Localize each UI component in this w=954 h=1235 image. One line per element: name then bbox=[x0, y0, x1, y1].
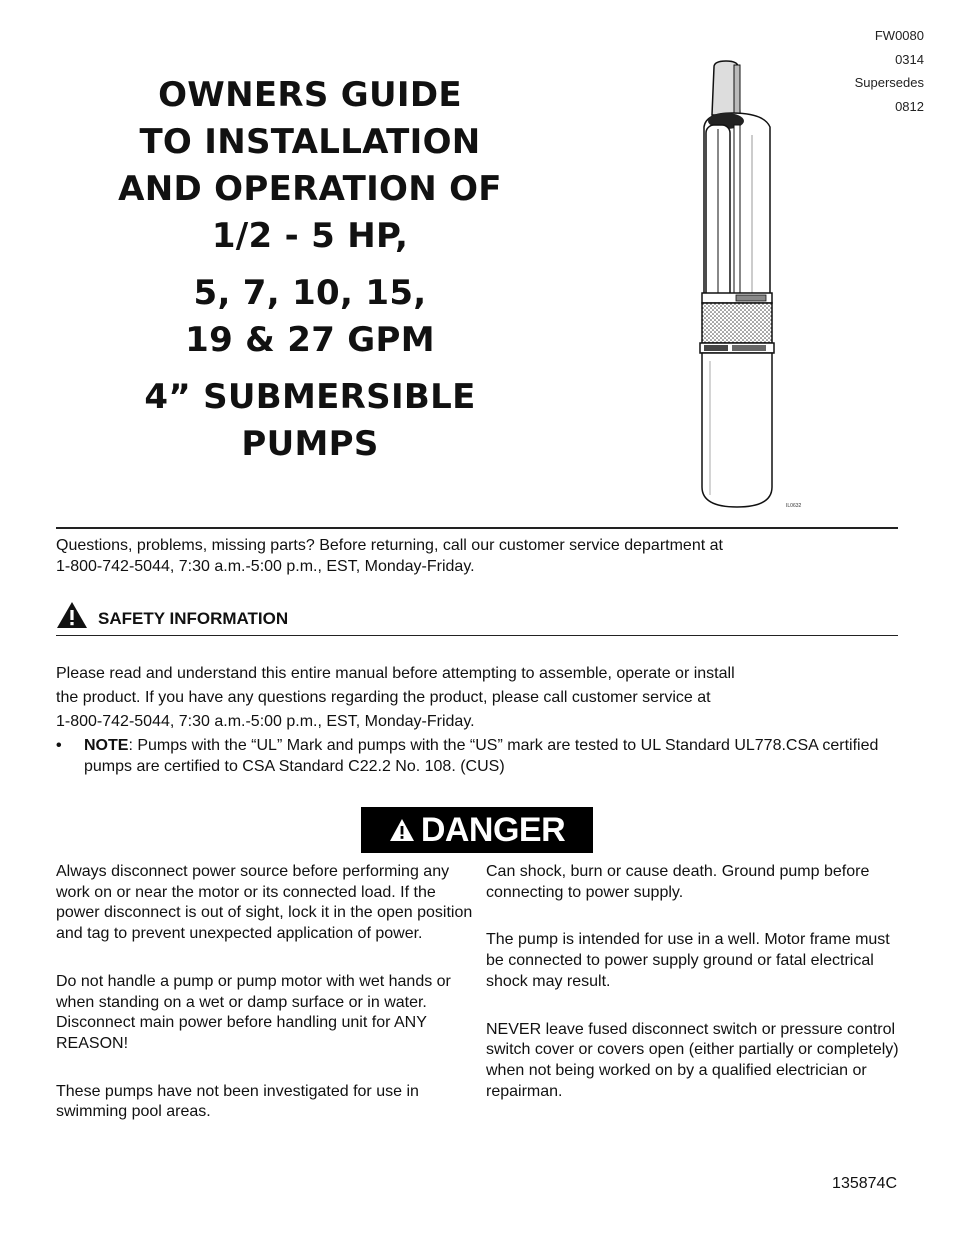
danger-label: DANGER bbox=[420, 811, 566, 849]
danger-paragraph: Can shock, burn or cause death. Ground pump before connecting to power supply. bbox=[486, 863, 870, 901]
intro-line: 1-800-742-5044, 7:30 a.m.-5:00 p.m., EST, Monday-Friday. bbox=[56, 558, 475, 575]
customer-service-notice bbox=[56, 535, 816, 577]
title-line: OWNERS GUIDE bbox=[158, 75, 462, 115]
title-line: TO INSTALLATION bbox=[139, 122, 481, 162]
bullet: • bbox=[56, 737, 62, 754]
safety-line: 1-800-742-5044, 7:30 a.m.-5:00 p.m., EST, Monday-Friday. bbox=[56, 713, 475, 730]
header-divider bbox=[56, 527, 898, 529]
danger-paragraph: The pump is intended for use in a well. Motor frame must be connected to power supply ground or fatal electrical shock may result. bbox=[486, 931, 890, 990]
safety-heading bbox=[56, 600, 288, 630]
submersible-pump-illustration bbox=[690, 55, 810, 525]
document-title bbox=[60, 72, 560, 468]
danger-banner bbox=[361, 807, 593, 853]
document-number: FW0080 bbox=[874, 28, 924, 43]
intro-line: Questions, problems, missing parts? Before returning, call our customer service department at bbox=[56, 537, 723, 554]
figure-code: IL0632 bbox=[786, 503, 802, 509]
safety-heading-text: SAFETY INFORMATION bbox=[98, 609, 289, 628]
warning-triangle-icon bbox=[56, 600, 88, 630]
note-label: NOTE bbox=[84, 737, 129, 754]
superseded-date-code: 0812 bbox=[895, 98, 924, 114]
supersedes-label: Supersedes bbox=[854, 75, 924, 90]
title-line: 4” SUBMERSIBLE bbox=[144, 377, 476, 417]
note-text: : Pumps with the “UL” Mark and pumps with the “US” mark are tested to UL Standard UL778.CSA certified pumps are certified to CSA Standard C22.2 No. 108. (CUS) bbox=[84, 737, 879, 775]
danger-paragraph: Always disconnect power source before performing any work on or near the motor or its connected load. If the power disconnect is out of sight, lock it in the open position and tag to prevent unexpected application of power. bbox=[56, 863, 473, 943]
danger-paragraph: NEVER leave fused disconnect switch or pressure control switch cover or covers open (either partially or completely) when not being worked on by a qualified electrician or repairman. bbox=[486, 1020, 899, 1100]
danger-column-left bbox=[56, 862, 474, 1150]
document-code-block bbox=[855, 24, 924, 118]
safety-line: the product. If you have any questions regarding the product, please call customer service at bbox=[56, 689, 711, 706]
warning-triangle-icon bbox=[389, 817, 415, 843]
danger-paragraph: Do not handle a pump or pump motor with wet hands or when standing on a wet or damp surface or in water. Disconnect main power before handling unit for ANY REASON! bbox=[56, 972, 451, 1052]
safety-body bbox=[56, 662, 856, 734]
note-content bbox=[84, 735, 896, 777]
part-number: 135874C bbox=[832, 1175, 897, 1192]
title-line: 5, 7, 10, 15, bbox=[193, 273, 427, 313]
safety-divider bbox=[56, 635, 898, 636]
danger-column-right bbox=[486, 862, 904, 1129]
title-line: PUMPS bbox=[241, 424, 379, 464]
note-list-item bbox=[56, 735, 896, 777]
title-line: 1/2 - 5 HP, bbox=[211, 216, 409, 256]
document-date-code: 0314 bbox=[895, 51, 924, 67]
title-line: 19 & 27 GPM bbox=[185, 320, 435, 360]
safety-line: Please read and understand this entire manual before attempting to assemble, operate or install bbox=[56, 665, 735, 682]
danger-paragraph: These pumps have not been investigated for use in swimming pool areas. bbox=[56, 1082, 419, 1121]
title-line: AND OPERATION OF bbox=[118, 169, 502, 209]
